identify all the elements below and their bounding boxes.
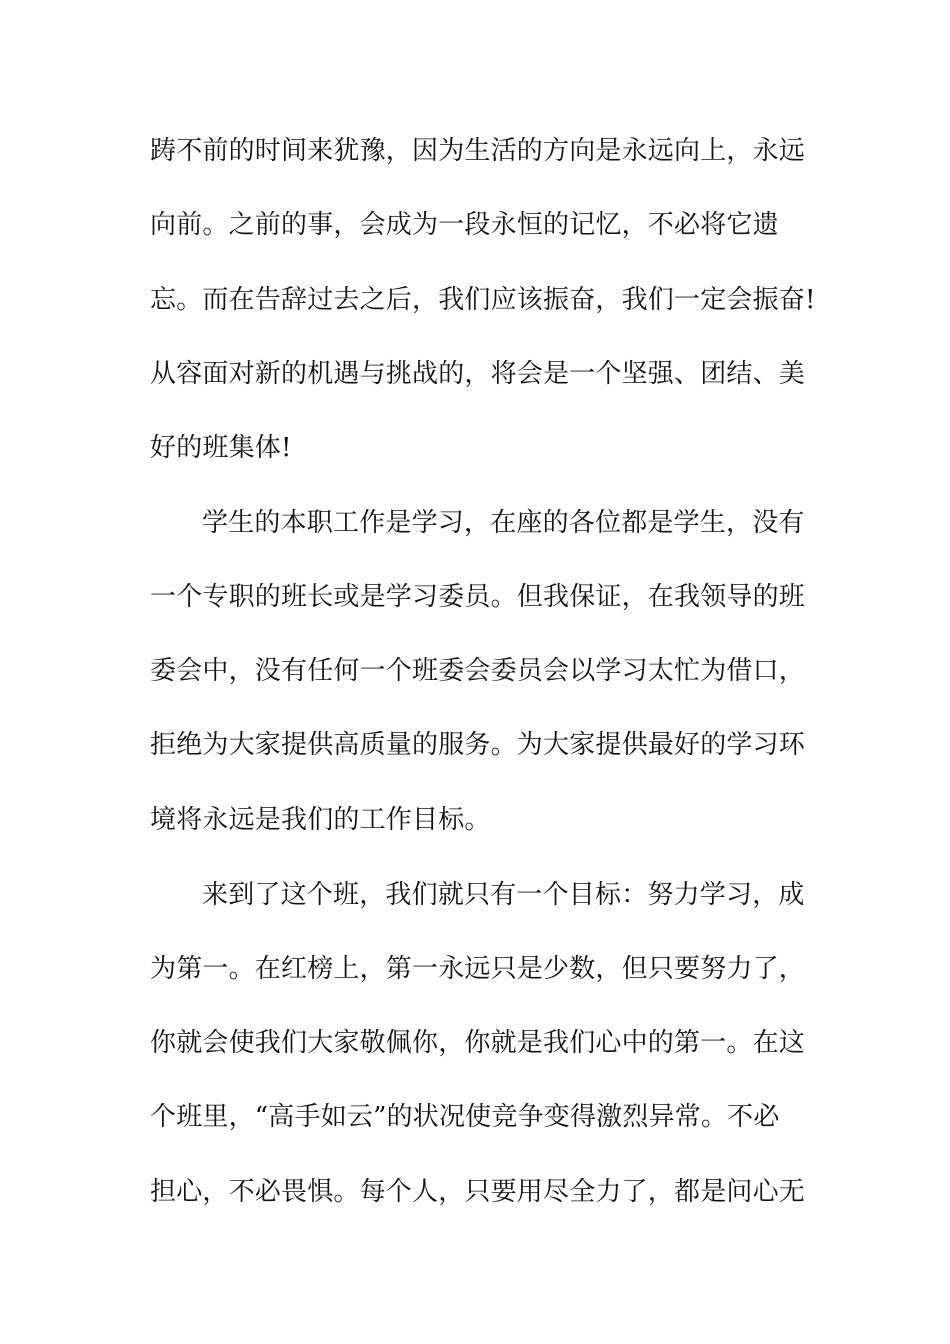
- text-line: 从容面对新的机遇与挑战的，将会是一个坚强、团结、美: [150, 359, 806, 389]
- paragraph-first-line: 来到了这个班，我们就只有一个目标：努力学习，成: [202, 880, 805, 910]
- text-line: 为第一。在红榜上，第一永远只是少数，但只要努力了，: [150, 954, 806, 984]
- text-line: 一个专职的班长或是学习委员。但我保证，在我领导的班: [150, 582, 806, 612]
- text-line: 境将永远是我们的工作目标。: [150, 805, 491, 835]
- text-line: 担心，不必畏惧。每个人，只要用尽全力了，都是问心无: [150, 1177, 806, 1207]
- text-line: 个班里，“高手如云”的状况使竞争变得激烈异常。不必: [150, 1102, 780, 1132]
- text-line: 你就会使我们大家敬佩你，你就是我们心中的第一。在这: [150, 1028, 806, 1058]
- text-line: 忘。而在告辞过去之后，我们应该振奋，我们一定会振奋!: [150, 285, 816, 315]
- text-line: 委会中，没有任何一个班委会委员会以学习太忙为借口，: [150, 656, 806, 686]
- text-line: 踌不前的时间来犹豫，因为生活的方向是永远向上，永远: [150, 136, 806, 166]
- text-line: 拒绝为大家提供高质量的服务。为大家提供最好的学习环: [150, 730, 806, 760]
- text-line: 好的班集体!: [150, 433, 292, 463]
- paragraph-first-line: 学生的本职工作是学习，在座的各位都是学生，没有: [202, 508, 805, 538]
- text-line: 向前。之前的事，会成为一段永恒的记忆，不必将它遗: [150, 210, 779, 240]
